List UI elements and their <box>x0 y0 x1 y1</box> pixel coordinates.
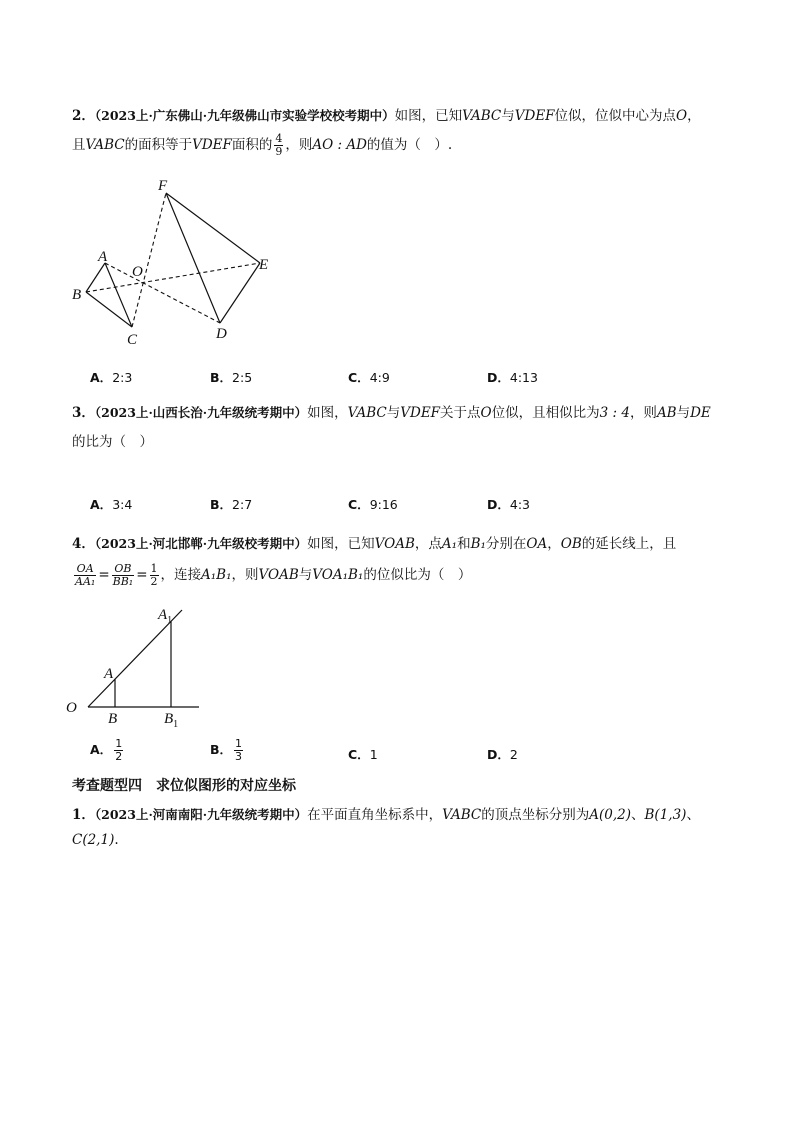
q4-option-d[interactable] <box>487 745 518 763</box>
equals-sign: = <box>136 567 148 583</box>
q3-number: 3． <box>72 405 95 421</box>
option-label: C． <box>348 370 370 385</box>
segment-ab <box>86 263 105 292</box>
option-value: 9:16 <box>369 497 398 512</box>
q3-text: 与 <box>676 405 691 421</box>
q1-text: . <box>114 832 119 848</box>
q2-math-abc: VABC <box>85 137 125 153</box>
q3-option-d[interactable] <box>487 495 530 513</box>
option-fraction <box>114 738 123 763</box>
dashed-cf <box>132 193 166 327</box>
fraction-numerator: 1 <box>115 737 123 750</box>
fraction-denominator: BB₁ <box>112 575 134 588</box>
q2-text: 位似，位似中心为点 <box>554 108 677 124</box>
q4-math-ob: OB <box>560 536 582 552</box>
q4-text: ，则 <box>231 567 259 583</box>
q1-math-point-a: A(0,2) <box>589 807 632 823</box>
label-b1-subscript: 1 <box>173 719 179 730</box>
q2-text: 面积的 <box>231 137 273 153</box>
q4-text: 如图，已知 <box>307 536 375 552</box>
q2-option-c[interactable] <box>348 368 390 386</box>
q3-option-b[interactable] <box>210 495 252 513</box>
q2-number: 2． <box>72 108 95 124</box>
label-f: F <box>158 178 168 194</box>
q4-figure <box>64 600 214 730</box>
q4-line1 <box>72 532 676 552</box>
q2-source: （2023上·广东佛山·九年级佛山市实验学校校考期中） <box>94 108 395 123</box>
q3-line2 <box>72 430 153 450</box>
option-value: 2:5 <box>232 370 253 385</box>
label-o: O <box>66 700 77 716</box>
q3-text: 关于点 <box>440 405 481 421</box>
fraction-numerator: 4 <box>275 132 283 145</box>
option-value: 4:13 <box>509 370 538 385</box>
q3-source: （2023上·山西长治·九年级统考期中） <box>94 405 308 420</box>
q4-text: ，点 <box>414 536 442 552</box>
label-a1-letter: A <box>158 607 168 623</box>
section-heading: 考查题型四 求位似图形的对应坐标 <box>72 778 296 794</box>
q4-text: 的位似比为（ ） <box>363 567 472 583</box>
option-value: 2 <box>509 747 518 762</box>
q2-math-def: VDEF <box>192 137 232 153</box>
fraction-numerator: 1 <box>150 562 158 575</box>
option-label: D． <box>487 497 510 512</box>
label-e: E <box>259 257 269 273</box>
q4-math-a1: A₁ <box>441 536 458 552</box>
label-o: O <box>132 264 143 280</box>
q3-math-o: O <box>480 405 492 421</box>
q2-math-def: VDEF <box>514 108 555 124</box>
q2-figure <box>60 170 290 350</box>
q2-text: 的面积等于 <box>124 137 193 153</box>
q2-text: ， <box>687 108 701 124</box>
label-b: B <box>108 711 118 727</box>
q4-source: （2023上·河北邯郸·九年级校考期中） <box>94 536 308 551</box>
q3-line1 <box>72 401 711 421</box>
dashed-ad <box>105 263 220 323</box>
q2-math-ratio: AO : AD <box>312 137 367 153</box>
q1-source: （2023上·河南南阳·九年级统考期中） <box>94 807 308 822</box>
q4-text: 分别在 <box>485 536 527 552</box>
q1-text: 在平面直角坐标系中， <box>307 807 443 823</box>
segment-ed <box>220 263 260 323</box>
q1-line2 <box>72 832 119 848</box>
q3-math-def: VDEF <box>400 405 441 421</box>
q3-text: ，则 <box>629 405 657 421</box>
option-label: B． <box>210 370 233 385</box>
q1-text: 的顶点坐标分别为 <box>481 807 590 823</box>
q1-separator: 、 <box>686 807 700 823</box>
q1-separator: 、 <box>631 807 645 823</box>
q2-text: 与 <box>501 108 515 124</box>
option-label: A． <box>90 742 113 757</box>
q4-math-oab: VOAB <box>374 536 415 552</box>
label-a: A <box>98 249 108 265</box>
q2-line1 <box>72 104 701 124</box>
q2-option-b[interactable] <box>210 368 252 386</box>
label-b: B <box>72 287 82 303</box>
option-value: 4:9 <box>369 370 390 385</box>
label-a1-subscript: 1 <box>167 615 173 626</box>
q2-option-a[interactable] <box>90 368 132 386</box>
option-value: 3:4 <box>112 497 133 512</box>
option-label: A． <box>90 370 113 385</box>
q1-math-abc: VABC <box>442 807 482 823</box>
fraction-denominator: 2 <box>150 575 158 588</box>
q2-math-o: O <box>676 108 688 124</box>
option-label: A． <box>90 497 113 512</box>
option-label: B． <box>210 497 233 512</box>
q2-text: 如图，已知 <box>394 108 463 124</box>
q1-line1 <box>72 803 700 823</box>
q2-text: 的值为（ ）. <box>366 137 453 153</box>
q4-math-oa: OA <box>526 536 548 552</box>
option-label: C． <box>348 497 370 512</box>
q4-math-b1: B₁ <box>470 536 486 552</box>
q4-option-a[interactable] <box>90 738 125 763</box>
q1-number: 1． <box>72 807 95 823</box>
q4-math-a1b1: A₁B₁ <box>201 567 232 583</box>
q2-option-d[interactable] <box>487 368 538 386</box>
label-b1-letter: B <box>164 711 174 727</box>
label-c: C <box>127 332 138 348</box>
q2-text: ，则 <box>285 137 313 153</box>
option-fraction <box>234 738 243 763</box>
q3-text: 如图， <box>307 405 348 421</box>
q4-text: 和 <box>457 536 471 552</box>
q3-option-c[interactable] <box>348 495 398 513</box>
fraction-denominator: 9 <box>275 145 283 158</box>
fraction-denominator: 3 <box>235 750 243 763</box>
label-a1 <box>157 607 172 626</box>
label-d: D <box>216 326 227 342</box>
fraction-numerator: 1 <box>235 737 243 750</box>
q4-fraction-half <box>150 563 159 588</box>
q4-fraction-ob <box>112 563 135 588</box>
q4-option-b[interactable] <box>210 738 245 763</box>
q4-fraction-oa <box>74 563 96 588</box>
dashed-be <box>86 263 260 292</box>
q4-text: 的延长线上，且 <box>581 536 677 552</box>
option-label: D． <box>487 370 510 385</box>
option-label: B． <box>210 742 233 757</box>
option-value: 1 <box>369 747 378 762</box>
fraction-numerator: OA <box>74 563 96 576</box>
option-value: 4:3 <box>509 497 531 512</box>
q4-math-oa1b1: VOA₁B₁ <box>312 567 364 583</box>
q4-option-c[interactable] <box>348 745 378 763</box>
option-label: C． <box>348 747 370 762</box>
option-value: 2:7 <box>232 497 253 512</box>
q3-math-de: DE <box>690 405 711 421</box>
q4-line2 <box>72 563 471 588</box>
q4-math-oab: VOAB <box>258 567 299 583</box>
equals-sign: = <box>98 567 110 583</box>
fraction-denominator: 2 <box>115 750 123 763</box>
q4-text: 与 <box>298 567 313 583</box>
q3-option-a[interactable] <box>90 495 132 513</box>
q2-fraction <box>274 133 283 158</box>
q3-text: 与 <box>386 405 401 421</box>
fraction-numerator: OB <box>112 563 135 576</box>
q1-math-point-b: B(1,3) <box>644 807 687 823</box>
q2-math-abc: VABC <box>462 108 502 124</box>
q4-text: ，连接 <box>160 567 202 583</box>
q4-number: 4． <box>72 536 95 552</box>
option-value: 2:3 <box>112 370 133 385</box>
q3-text: 的比为（ ） <box>72 434 153 450</box>
q3-math-abc: VABC <box>347 405 387 421</box>
q4-text: ， <box>547 536 561 552</box>
q3-math-ratio: 3 : 4 <box>599 405 630 421</box>
q2-line2 <box>72 133 452 158</box>
q2-text: 且 <box>72 137 86 153</box>
label-a: A <box>104 666 114 682</box>
label-b1 <box>164 711 178 730</box>
q3-text: 位似，且相似比为 <box>491 405 600 421</box>
fraction-denominator: AA₁ <box>75 575 96 588</box>
q1-math-point-c: C(2,1) <box>72 832 115 848</box>
option-label: D． <box>487 747 510 762</box>
q3-math-ab: AB <box>656 405 677 421</box>
